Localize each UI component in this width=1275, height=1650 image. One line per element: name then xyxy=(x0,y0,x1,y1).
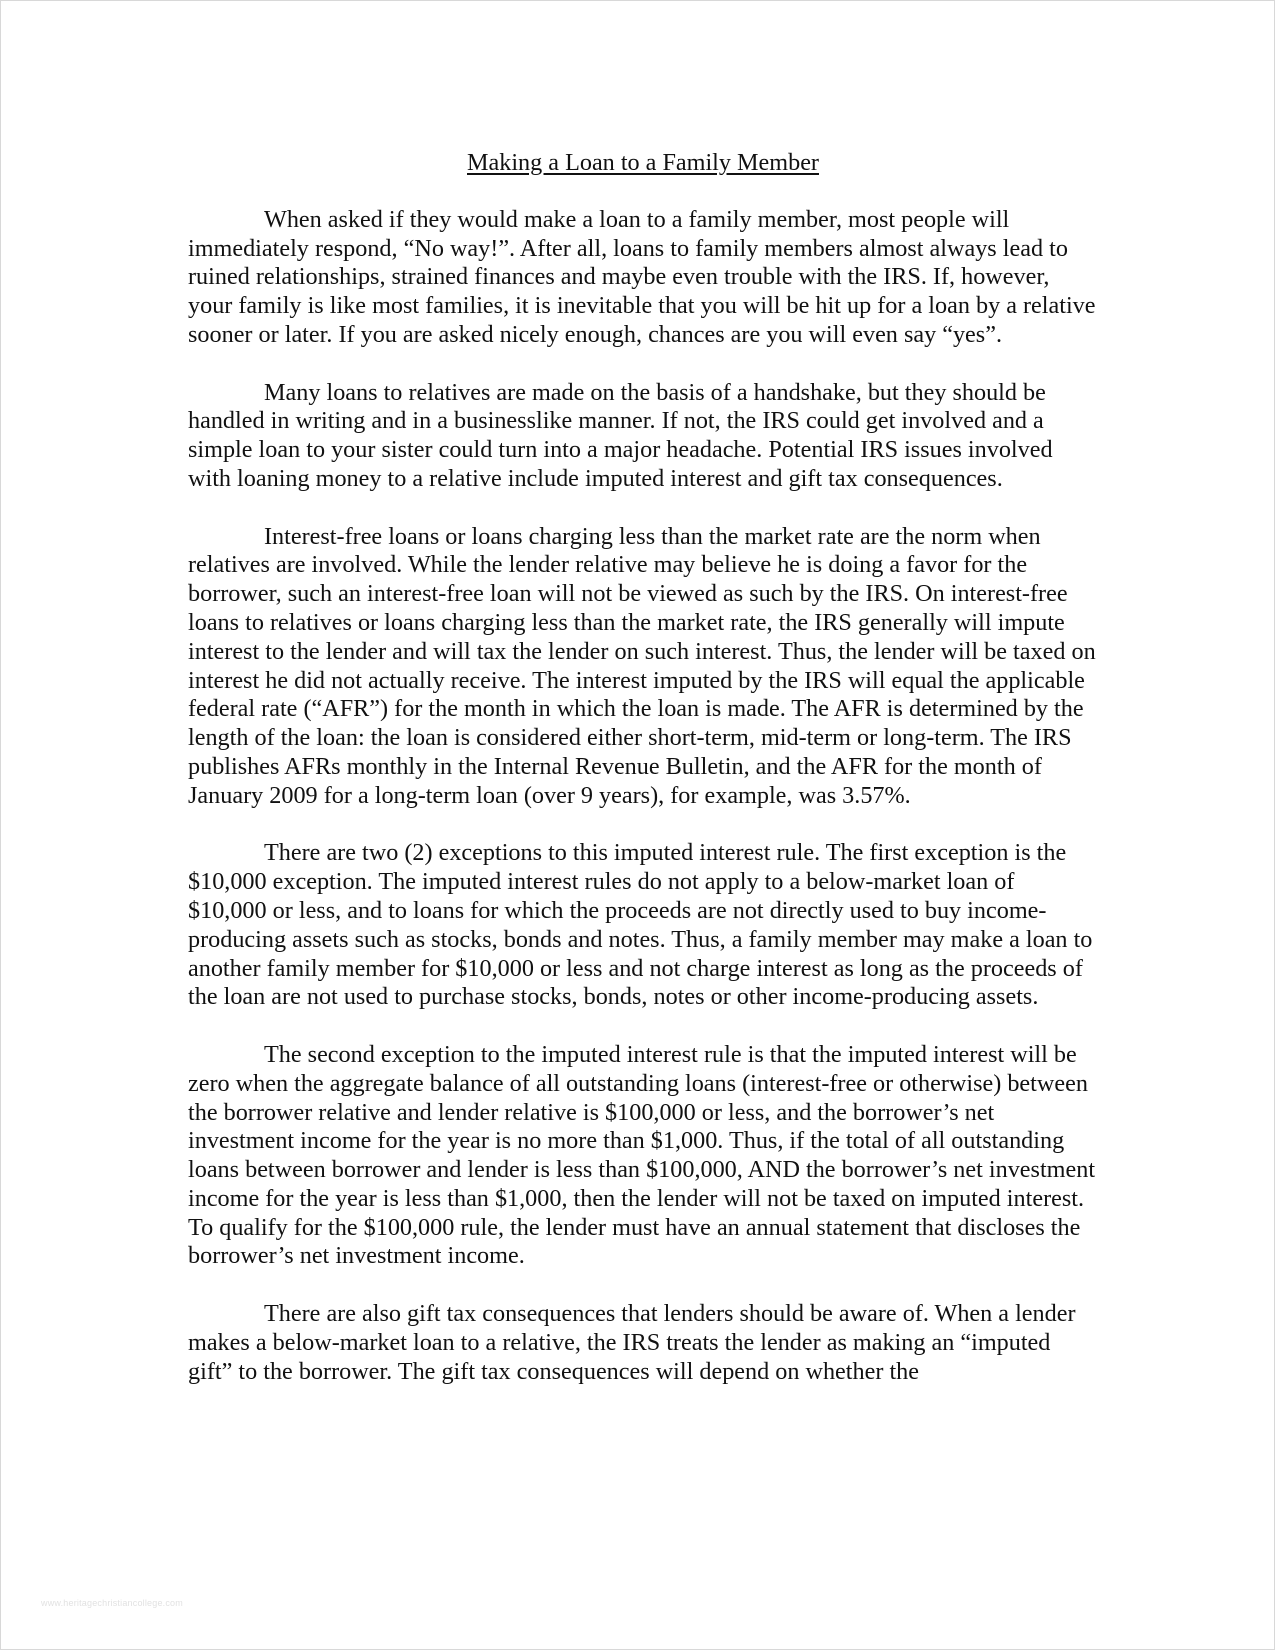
paragraph-3: Interest-free loans or loans charging less than the market rate are the norm when relatives are involved. While the lender relative may believe he is doing a favor for the borrower, such an interest-free loan will not be viewed as such by the IRS. On interest-free loans to relatives or loans charging less than the market rate, the IRS generally will impute interest to the lender and will tax the lender on such interest. Thus, the lender will be taxed on interest he did not actually receive. The interest imputed by the IRS will equal the applicable federal rate (“AFR”) for the month in which the loan is made. The AFR is determined by the length of the loan: the loan is considered either short-term, mid-term or long-term. The IRS publishes AFRs monthly in the Internal Revenue Bulletin, and the AFR for the month of January 2009 for a long-term loan (over 9 years), for example, was 3.57%. xyxy=(188,522,1096,809)
paragraph-4: There are two (2) exceptions to this imputed interest rule. The first exception is the $10,000 exception. The imputed interest rules do not apply to a below-market loan of $10,000 or less, and to loans for which the proceeds are not directly used to buy income-producing assets such as stocks, bonds and notes. Thus, a family member may make a loan to another family member for $10,000 or less and not charge interest as long as the proceeds of the loan are not used to purchase stocks, bonds, notes or other income-producing assets. xyxy=(188,839,1093,1011)
paragraph-5: The second exception to the imputed interest rule is that the imputed interest will be zero when the aggregate balance of all outstanding loans (interest-free or otherwise) between the borrower relative and lender relative is $100,000 or less, and the borrower’s net investment income for the year is no more than $1,000. Thus, if the total of all outstanding loans between borrower and lender is less than $100,000, AND the borrower’s net investment income for the year is less than $1,000, then the lender will not be taxed on imputed interest. To qualify for the $100,000 rule, the lender must have an annual statement that discloses the borrower’s net investment income. xyxy=(188,1040,1096,1270)
paragraph-2: Many loans to relatives are made on the basis of a handshake, but they should be handled in writing and in a businesslike manner. If not, the IRS could get involved and a simple loan to your sister could turn into a major headache. Potential IRS issues involved with loaning money to a relative include imputed interest and gift tax consequences. xyxy=(188,378,1053,492)
document-body xyxy=(188,149,1098,1415)
watermark-text: www.heritagechristiancollege.com xyxy=(41,1598,183,1608)
paragraph-1: When asked if they would make a loan to a family member, most people will immediately respond, “No way!”. After all, loans to family members almost always lead to ruined relationships, strained finances and maybe even trouble with the IRS. If, however, your family is like most families, it is inevitable that you will be hit up for a loan by a relative sooner or later. If you are asked nicely enough, chances are you will even say “yes”. xyxy=(188,205,1096,348)
paragraph-6: There are also gift tax consequences that lenders should be aware of. When a lender makes a below-market loan to a relative, the IRS treats the lender as making an “imputed gift” to the borrower. The gift tax consequences will depend on whether the xyxy=(188,1300,1076,1385)
document-title: Making a Loan to a Family Member xyxy=(467,149,819,176)
